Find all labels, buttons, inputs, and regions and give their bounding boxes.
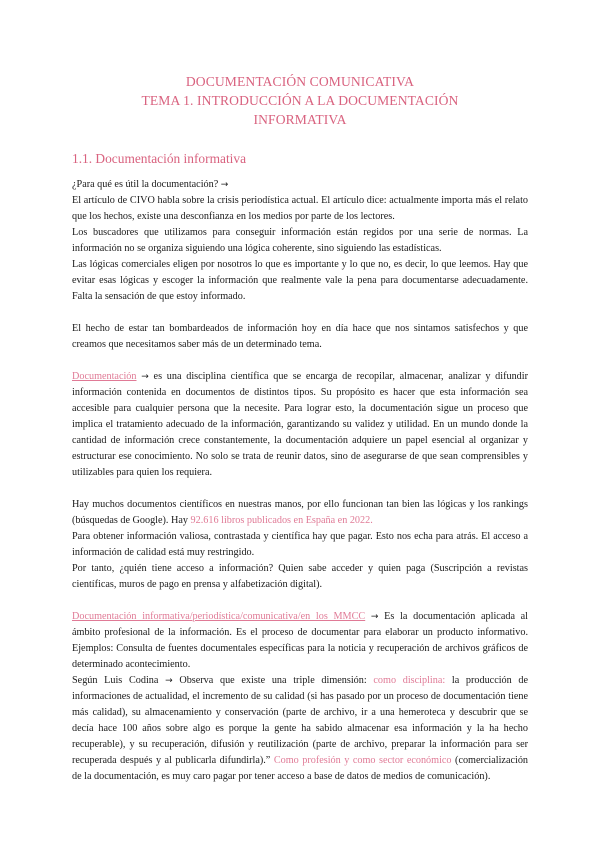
doc-informativa-text: Es la documentación aplicada al ámbito profesional de la información. Es el proceso de documentar para elaborar un producto informativo. Ejemplos: Consulta de fuentes documentales específicas para la noticia y recuperación de archivos gráficos de determinado acontecimiento.: [72, 611, 529, 670]
document-title: [72, 72, 528, 129]
document-page: [72, 72, 528, 785]
section-heading: 1.1. Documentación informativa: [72, 151, 247, 166]
question-text: ¿Para qué es útil la documentación?: [72, 179, 219, 190]
definition-text: es una disciplina científica que se encarga de recopilar, almacenar, analizar y difundir información contenida en documentos de distintos tipos. Su propósito es hacer que esta información sea accesible para cualquier persona que la necesite. Para lograr esto, la documentación sigue un proceso que implica el tratamiento adecuado de la información, garantizando su validez y utilidad. En un mundo donde la cantidad de información crece constantemente, la documentación adquiere un papel esencial al organizar y estructurar ese conocimiento. No solo se trata de reunir datos, sino de asegurarse de que sean comprensibles y utilizables para quien los requiera.: [72, 371, 529, 478]
arrow-icon: →: [370, 612, 379, 622]
paragraph-definicion: [72, 369, 528, 481]
codina-author: Según Luis Codina: [72, 675, 159, 686]
paragraph-codina: [72, 673, 528, 785]
codina-disciplina-text: la producción de informaciones de actualidad, el incremento de su calidad (si has pasado por un proceso de documentación tiene más calidad), su almacenamiento y conservación (parte de archivo, ir a una hemeroteca y descubrir que se decía hace 100 años sobre algo es porque la gente ha sabido almacenar esa información y la ha hecho recuperable), y su recuperación, difusión y reutilización (parte de archivo, preparar la información para ser recuperada después y al publicarla difundirla).”: [72, 675, 529, 766]
codina-intro: Observa que existe una triple dimensión:: [179, 675, 367, 686]
codina-disciplina: como disciplina:: [373, 675, 446, 686]
documentos-text: Hay muchos documentos científicos en nuestras manos, por ello funcionan tan bien las lógicas y los rankings (búsquedas de Google). Hay: [72, 499, 528, 526]
paragraph-pagar: Para obtener información valiosa, contrastada y científica hay que pagar. Esto nos echa para atrás. El acceso a información de calidad está muy restringido.: [72, 531, 528, 558]
codina-profesion: Como profesión y como sector económico: [273, 755, 452, 766]
paragraph-civo: El artículo de CIVO habla sobre la crisis periodística actual. El artículo dice: actualmente importa más el relato que los hechos, existe una desconfianza en los medios por parte de los lectores.: [72, 195, 528, 222]
libros-stat: 92.616 libros publicados en España en 2022.: [190, 515, 373, 526]
paragraph-doc-informativa: [72, 609, 528, 673]
paragraph-bombardeo: El hecho de estar tan bombardeados de información hoy en día hace que nos sintamos satisfechos y que creamos que necesitamos saber más de un determinado tema.: [72, 323, 528, 350]
paragraph-logicas: Las lógicas comerciales eligen por nosotros lo que es importante y lo que no, es decir, lo que leemos. Hay que evitar esas lógicas y escoger la información que realmente vale la pena para documentarse adecuadamente. Falta la sensación de que estoy informado.: [72, 259, 528, 302]
paragraph-buscadores: Los buscadores que utilizamos para conseguir información están regidos por una serie de normas. La información no se organiza siguiendo una lógica coherente, sino siguiendo las estadísticas.: [72, 227, 528, 254]
codina-profesion-text: (comercialización de la documentación, es muy caro pagar por tener acceso a base de datos de medios de comunicación).: [72, 755, 529, 782]
title-line-2: TEMA 1. INTRODUCCIÓN A LA DOCUMENTACIÓN: [141, 93, 459, 108]
arrow-icon: →: [141, 372, 149, 382]
title-line-3: INFORMATIVA: [253, 112, 347, 127]
arrow-icon: →: [165, 676, 173, 686]
question-paragraph: [72, 177, 528, 193]
title-line-1: DOCUMENTACIÓN COMUNICATIVA: [185, 74, 415, 89]
paragraph-documentos: [72, 497, 528, 529]
term-documentacion: Documentación: [72, 371, 137, 382]
term-doc-informativa: Documentación informativa/periodística/comunicativa/en los MMCC: [72, 611, 366, 622]
paragraph-acceso: Por tanto, ¿quién tiene acceso a información? Quien sabe acceder y quien paga (Suscripción a revistas científicas, muros de pago en prensa y alfabetización digital).: [72, 563, 528, 590]
arrow-icon: →: [220, 180, 229, 190]
